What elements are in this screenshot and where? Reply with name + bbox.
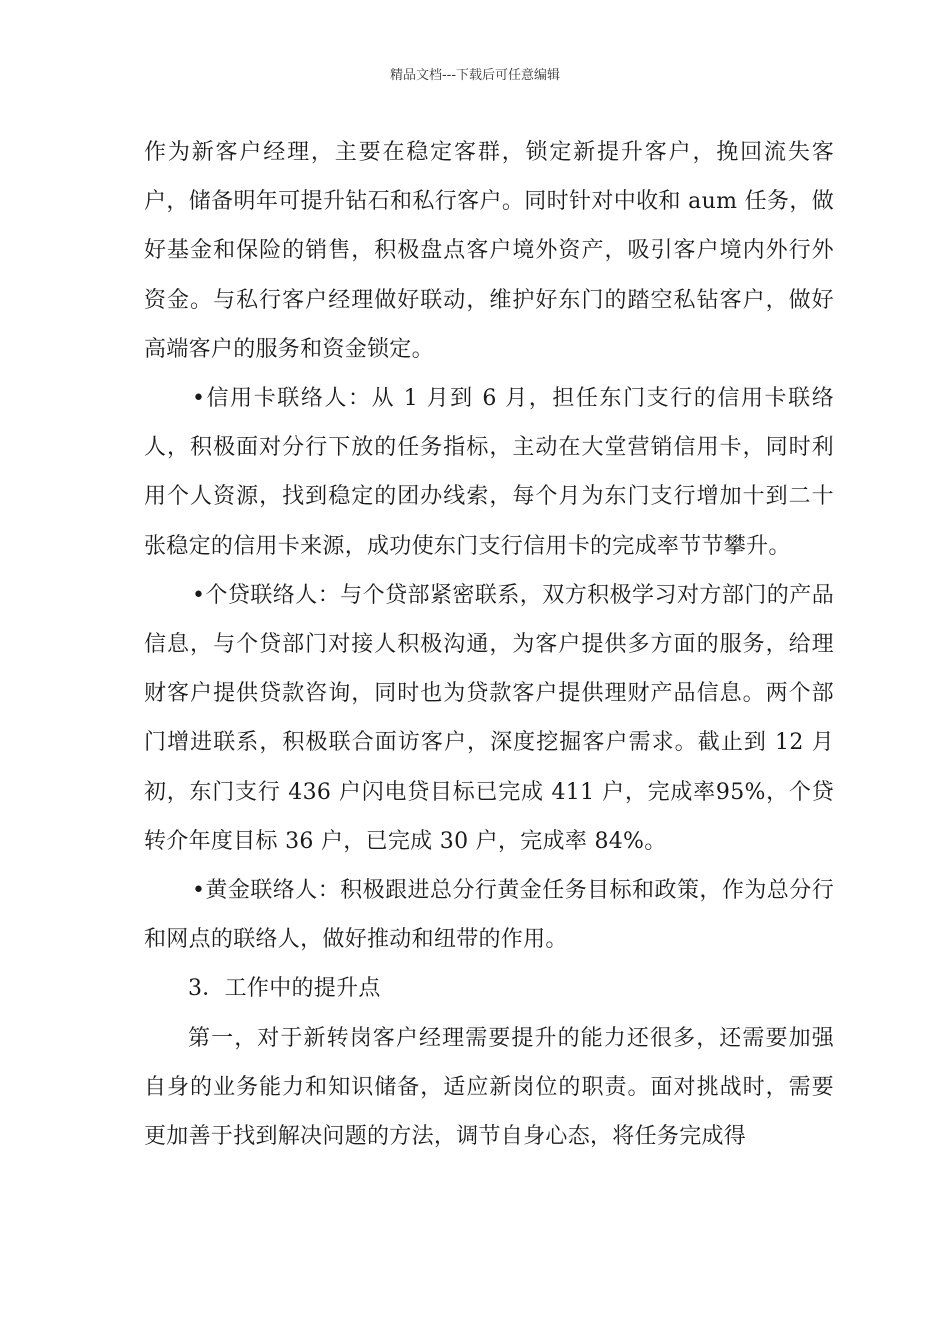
page-header: 精品文档---下载后可任意编辑 xyxy=(389,68,561,83)
section-heading-improvement-points: 3．工作中的提升点 xyxy=(188,976,381,1002)
paragraph-credit-card-liaison: •信用卡联络人：从 1 月到 6 月，担任东门支行的信用卡联络人，积极面对分行下放的任务指标，主动在大堂营销信用卡，同时利用个人资源，找到稳定的团办线索，每个月为东门支行增加十到二十张稳定的信用卡来源，成功使东门支行信用卡的完成率节节攀升。 xyxy=(144,386,834,559)
paragraph-gold-liaison: •黄金联络人：积极跟进总分行黄金任务目标和政策，作为总分行和网点的联络人，做好推动和纽带的作用。 xyxy=(144,878,834,953)
paragraph-personal-loan-liaison: •个贷联络人：与个贷部紧密联系，双方积极学习对方部门的产品信息，与个贷部门对接人积极沟通，为客户提供多方面的服务，给理财客户提供贷款咨询，同时也为贷款客户提供理财产品信息。两个部门增进联系，积极联合面访客户，深度挖掘客户需求。截止到 12 月初，东门支行 436 户闪电贷目标已完成 411 户，完成率95%，个贷转介年度目标 36 户，已完成 30 户，完成率 84%。 xyxy=(144,582,834,854)
paragraph-new-client-manager: 作为新客户经理，主要在稳定客群，锁定新提升客户，挽回流失客户，储备明年可提升钻石和私行客户。同时针对中收和 aum 任务，做好基金和保险的销售，积极盘点客户境外资产，吸引客户境内外行外资金。与私行客户经理做好联动，维护好东门的踏空私钻客户，做好高端客户的服务和资金锁定。 xyxy=(144,140,834,362)
document-body xyxy=(144,128,834,1161)
paragraph-first-improvement: 第一，对于新转岗客户经理需要提升的能力还很多，还需要加强自身的业务能力和知识储备，适应新岗位的职责。面对挑战时，需要更加善于找到解决问题的方法，调节自身心态，将任务完成得 xyxy=(144,1025,834,1150)
